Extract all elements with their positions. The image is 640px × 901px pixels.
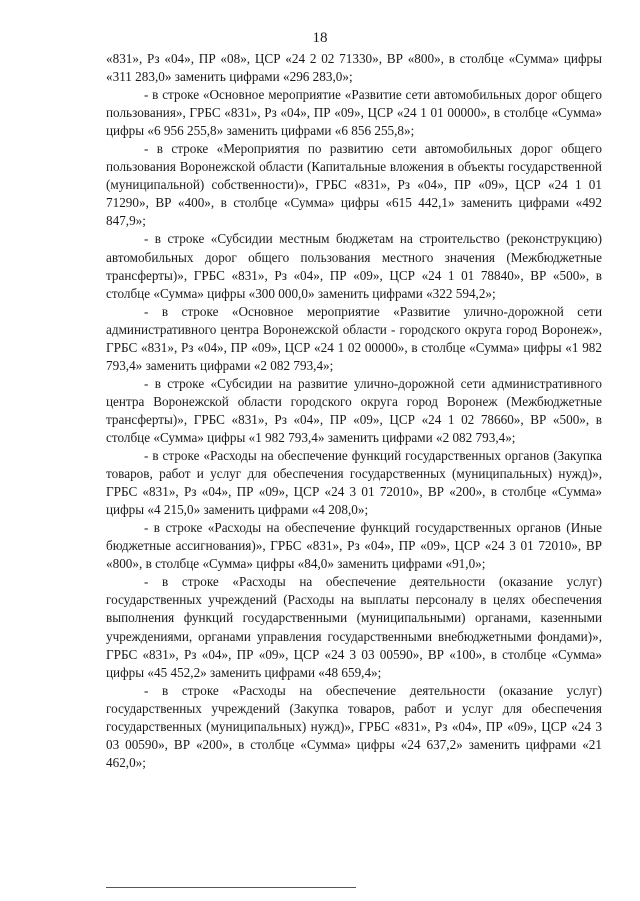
paragraph-institutions-procurement: - в строке «Расходы на обеспечение деятельности (оказание услуг) государственных учреждений (Закупка товаров, работ и услуг для обеспечения государственных (муниципальных) нужд)», ГРБС «831», Рз «04», ПР «09», ЦСР «24 3 03 00590», ВР «200», в столбце «Сумма» цифры «24 637,2» заменить цифрами «21 462,0»; [106, 682, 602, 770]
page-number: 18 [312, 30, 328, 46]
paragraph-road-subsidies: - в строке «Субсидии местным бюджетам на строительство (реконструкцию) автомобильных дорог общего пользования местного значения (Межбюджетные трансферты)», ГРБС «831», Рз «04», ПР «09», ЦСР «24 1 01 78840», ВР «500», в столбце «Сумма» цифры «300 000,0» заменить цифрами «322 594,2»; [106, 231, 602, 301]
paragraph-continuation: «831», Рз «04», ПР «08», ЦСР «24 2 02 71330», ВР «800», в столбце «Сумма» цифры «311 283,0» заменить цифрами «296 283,0»; [106, 51, 602, 85]
paragraph-voronezh-subsidies: - в строке «Субсидии на развитие улично-дорожной сети административного центра Воронежской области городского округа город Воронеж (Межбюджетные трансферты)», ГРБС «831», Рз «04», ПР «09», ЦСР «24 1 02 78660», ВР «500», в столбце «Сумма» цифры «1 982 793,4» заменить цифрами «2 082 793,4»; [106, 375, 602, 445]
paragraph-institutions-personnel: - в строке «Расходы на обеспечение деятельности (оказание услуг) государственных учреждений (Расходы на выплаты персоналу в целях обеспечения выполнения функций государственными (муниципальными) органами, казенными учреждениями, органами управления государственными внебюджетными фондами)», ГРБС «831», Рз «04», ПР «09», ЦСР «24 3 03 00590», ВР «100», в столбце «Сумма» цифры «45 452,2» заменить цифрами «48 659,4»; [106, 574, 602, 680]
paragraph-road-network-main: - в строке «Основное мероприятие «Развитие сети автомобильных дорог общего пользования», ГРБС «831», Рз «04», ПР «09», ЦСР «24 1 01 00000», в столбце «Сумма» цифры «6 956 255,8» заменить цифрами «6 856 255,8»; [106, 87, 602, 139]
document-body [106, 50, 602, 772]
paragraph-road-network-capital: - в строке «Мероприятия по развитию сети автомобильных дорог общего пользования Воронежской области (Капитальные вложения в объекты государственной (муниципальной) собственности)», ГРБС «831», Рз «04», ПР «09», ЦСР «24 1 01 71290», ВР «400», в столбце «Сумма» цифры «615 442,1» заменить цифрами «492 847,9»; [106, 141, 602, 229]
paragraph-voronezh-street-network: - в строке «Основное мероприятие «Развитие улично-дорожной сети административного центра Воронежской области - городского округа город Воронеж», ГРБС «831», Рз «04», ПР «09», ЦСР «24 1 02 00000», в столбце «Сумма» цифры «1 982 793,4» заменить цифрами «2 082 793,4»; [106, 303, 602, 373]
paragraph-state-bodies-other: - в строке «Расходы на обеспечение функций государственных органов (Иные бюджетные ассигнования)», ГРБС «831», Рз «04», ПР «09», ЦСР «24 3 01 72010», ВР «800», в столбце «Сумма» цифры «84,0» заменить цифрами «91,0»; [106, 520, 602, 572]
footer-divider [106, 887, 356, 888]
paragraph-state-bodies-procurement: - в строке «Расходы на обеспечение функций государственных органов (Закупка товаров, работ и услуг для обеспечения государственных (муниципальных) нужд)», ГРБС «831», Рз «04», ПР «09», ЦСР «24 3 01 72010», ВР «200», в столбце «Сумма» цифры «4 215,0» заменить цифрами «4 208,0»; [106, 448, 602, 518]
